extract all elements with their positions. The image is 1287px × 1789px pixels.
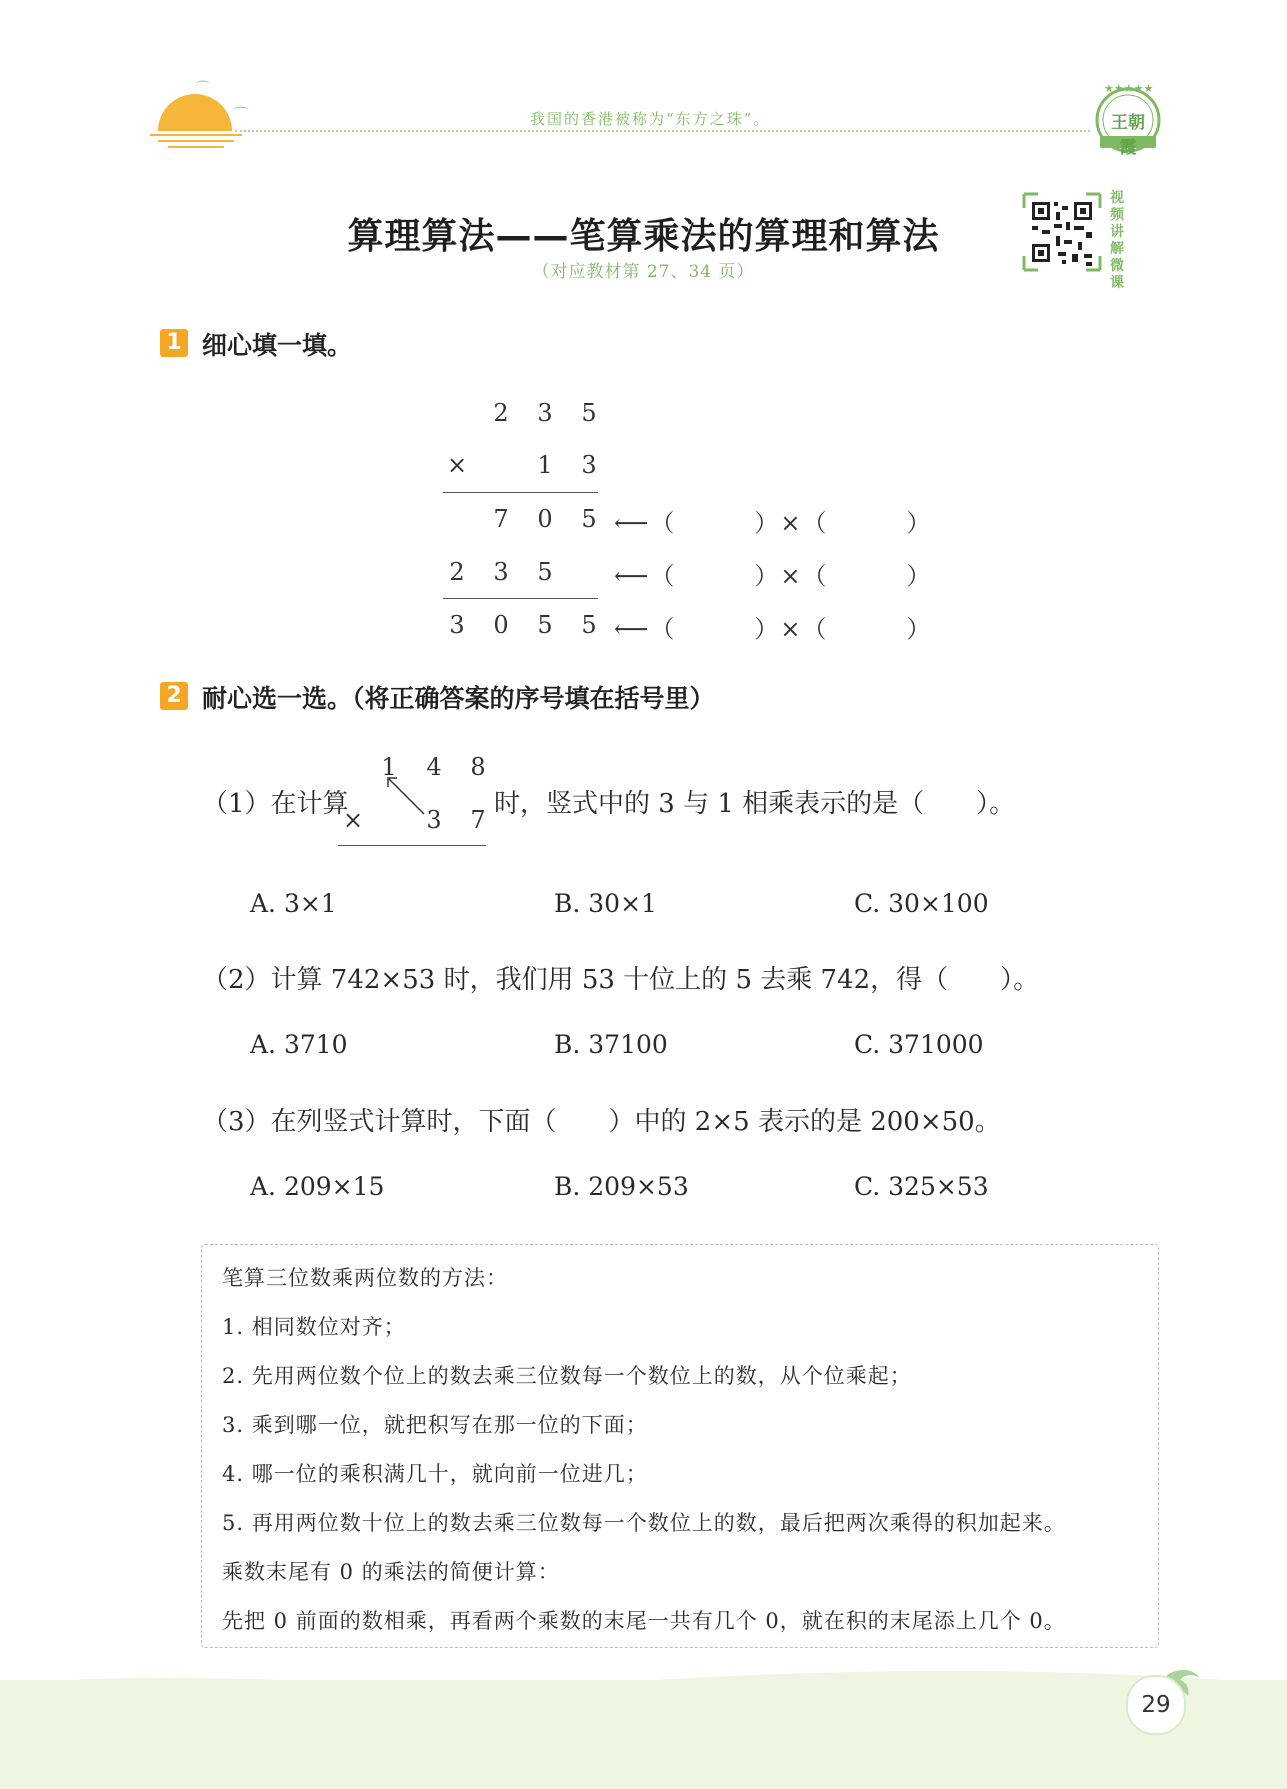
times-sign: × [446,451,468,479]
option-c[interactable]: C. 325×53 [854,1172,989,1201]
digit: 5 [581,399,597,427]
digit: 5 [537,611,553,639]
option-b[interactable]: B. 30×1 [554,889,657,918]
digit: 3 [537,399,553,427]
tip-line: 4. 哪一位的乘积满几十，就向前一位进几； [222,1462,648,1486]
blank-note[interactable]: ⟵（ ）×（ ） [614,509,933,537]
sun-line [150,134,242,136]
tip-line: 3. 乘到哪一位，就把积写在那一位的下面； [222,1413,648,1437]
digit: 0 [493,611,509,639]
blank-note[interactable]: ⟵（ ）×（ ） [614,562,933,590]
sun-line [158,140,234,142]
bird-icon: ⌒ [196,81,210,97]
option-b[interactable]: B. 37100 [554,1030,668,1059]
digit: 5 [581,611,597,639]
tip-line: 1. 相同数位对齐； [222,1315,406,1339]
tip-line: 2. 先用两位数个位上的数去乘三位数每一个数位上的数，从个位乘起； [222,1364,912,1388]
digit: 1 [381,753,397,781]
rule-line [443,598,598,599]
sun-line [168,146,224,148]
digit: 7 [493,505,509,533]
option-c[interactable]: C. 371000 [854,1030,984,1059]
bird-icon: ⌒ [234,107,248,123]
question-1-suffix: 时，竖式中的 3 与 1 相乘表示的是（ ）。 [494,789,1016,819]
rule-line [443,492,598,493]
tip-line: 笔算三位数乘两位数的方法： [222,1266,508,1290]
digit: 2 [449,558,465,586]
section-number-badge: 1 [160,329,188,357]
digit: 3 [426,806,442,834]
digit: 3 [493,558,509,586]
sun-decoration [158,94,232,131]
rule-line [338,845,486,846]
digit: 4 [426,753,442,781]
times-sign: × [342,806,364,834]
tip-line: 先把 0 前面的数相乘，再看两个乘数的末尾一共有几个 0，就在积的末尾添上几个 0。 [222,1609,1066,1633]
header-divider [235,130,1090,132]
page-subtitle: （对应教材第 27、34 页） [532,262,755,282]
digit: 5 [581,505,597,533]
section-number-badge: 2 [160,682,188,710]
arrow-icon [380,772,430,818]
header-slogan: 我国的香港被称为“东方之珠”。 [530,110,771,128]
question-1-prefix: （1）在计算 [202,789,349,819]
option-a[interactable]: A. 209×15 [250,1172,385,1201]
digit: 7 [470,806,486,834]
option-b[interactable]: B. 209×53 [554,1172,689,1201]
digit: 3 [581,451,597,479]
svg-text:★★★★★: ★★★★★ [1104,82,1154,95]
question-2: （2）计算 742×53 时，我们用 53 十位上的 5 去乘 742，得（ ）。 [202,965,1040,995]
digit: 2 [493,399,509,427]
digit: 0 [537,505,553,533]
section-heading: 细心填一填。 [202,331,353,360]
digit: 8 [470,753,486,781]
digit: 1 [537,451,553,479]
qr-label: 视频讲解微课 [1110,190,1124,291]
option-a[interactable]: A. 3710 [250,1030,348,1059]
qr-code[interactable] [1022,192,1102,272]
section-heading: 耐心选一选。（将正确答案的序号填在括号里） [202,684,715,713]
option-c[interactable]: C. 30×100 [854,889,989,918]
question-3: （3）在列竖式计算时，下面（ ）中的 2×5 表示的是 200×50。 [202,1107,1001,1137]
blank-note[interactable]: ⟵（ ）×（ ） [614,615,933,643]
page-title: 算理算法——笔算乘法的算理和算法 [347,216,940,257]
logo-text: 王朝霞 [1111,113,1145,158]
digit: 3 [449,611,465,639]
option-a[interactable]: A. 3×1 [250,889,337,918]
tip-line: 5. 再用两位数十位上的数去乘三位数每一个数位上的数，最后把两次乘得的积加起来。 [222,1511,1066,1535]
tip-box [201,1244,1159,1648]
tip-line: 乘数末尾有 0 的乘法的简便计算： [222,1560,560,1584]
footer-background [0,1680,1287,1789]
digit: 5 [537,558,553,586]
page-number: 29 [1126,1675,1186,1735]
